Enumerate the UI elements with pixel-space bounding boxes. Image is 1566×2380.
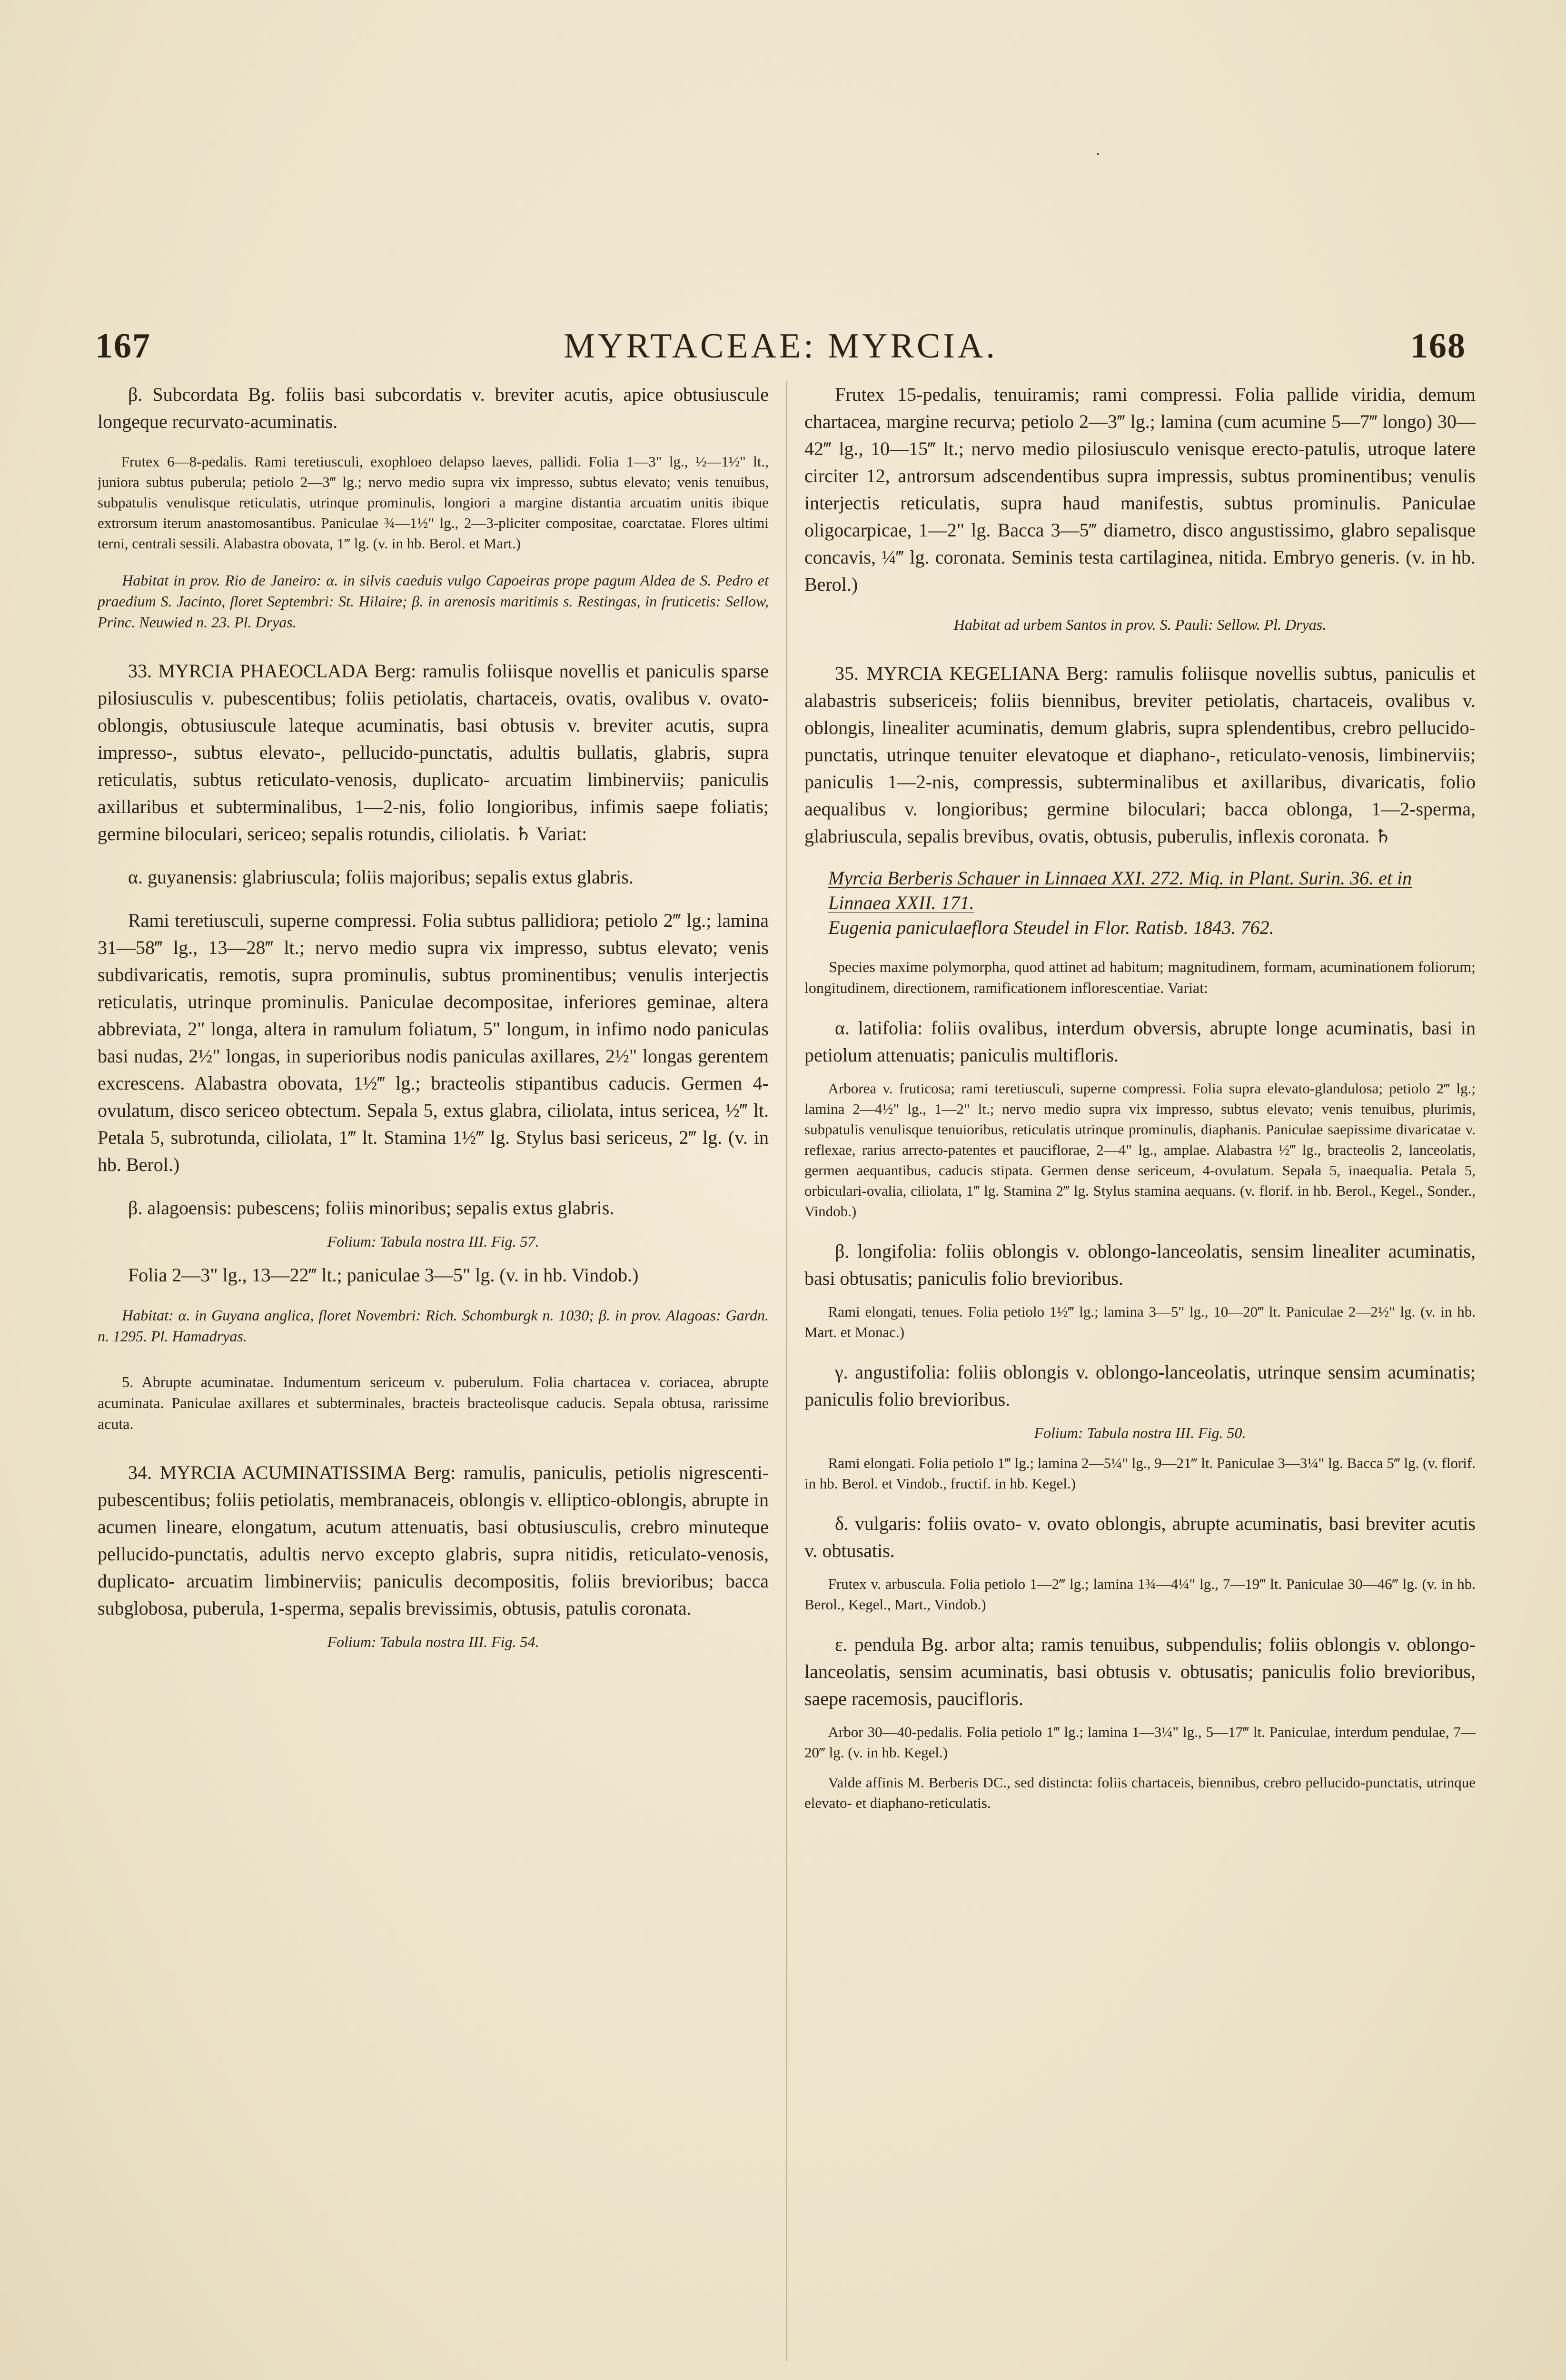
synonym-myrcia-berberis: Myrcia Berberis Schauer in Linnaea XXI. 272. Miq. in Plant. Surin. 36. et in Linnaea XXII. 171. [828,867,1412,913]
variety-delta-vulgaris: δ. vulgaris: foliis ovato- v. ovato oblongis, abrupte acuminatis, basi breviter acutis v. obtusatis. [804,1513,1476,1561]
variety-gamma-description: Rami elongati. Folia petiolo 1‴ lg.; lamina 2—5¼" lg., 9—21‴ lt. Paniculae 3—3¼" lg. Bacca 5‴ lg. (v. florif. in hb. Berol. et Vindob., fructif. in hb. Kegel.) [804,1455,1476,1492]
section-5-abrupte-acuminatae: 5. Abrupte acuminatae. Indumentum sericeum v. puberulum. Folia chartacea v. coriacea, abrupte acuminata. Paniculae axillares et subterminales, bracteis bracteolisque caducis. Sepala obtusa, rarissime acuta. [98,1373,769,1432]
page-number-right: 168 [1410,327,1466,366]
species-34-description: Frutex 15-pedalis, tenuiramis; rami compressi. Folia pallide viridia, demum chartacea, margine recurva; petiolo 2—3‴ lg.; lamina (cum acumine 5—7‴ longo) 30—42‴ lg., 10—15‴ lt.; nervo medio pilosiusculo venisque erecto-patulis, utroque latere circiter 12, antrorsum adscendentibus supra impressis, subtus prominentibus; venulis interjectis reticulatis, supra haud manifestis, subtus prominulis. Paniculae oligocarpicae, 1—2" lg. Bacca 3—5‴ diametro, disco angustissimo, glabro sepalisque concavis, ¼‴ lg. coronata. Seminis testa cartilaginea, nitida. Embryo generis. (v. in hb. Berol.) [804,384,1476,595]
variety-beta-alagoensis: β. alagoensis: pubescens; foliis minoribus; sepalis extus glabris. [128,1197,615,1219]
species-35-remark: Valde affinis M. Berberis DC., sed distincta: foliis chartaceis, biennibus, crebro pellucido-punctatis, utrinque elevato- et diaphano-reticulatis. [804,1774,1476,1811]
variety-gamma-angustifolia: γ. angustifolia: foliis oblongis v. oblongo-lanceolatis, utrinque sensim acuminatis; paniculis folio brevioribus. [804,1361,1476,1410]
habitat-34: Habitat ad urbem Santos in prov. S. Pauli: Sellow. Pl. Dryas. [953,616,1327,633]
figure-reference-54: Folium: Tabula nostra III. Fig. 54. [327,1633,539,1650]
habitat-33: Habitat: α. in Guyana anglica, floret Novembri: Rich. Schomburgk n. 1030; β. in prov. Alagoas: Gardn. n. 1295. Pl. Hamadryas. [98,1307,769,1345]
variety-alpha-latifolia-description: Arborea v. fruticosa; rami teretiusculi, superne compressi. Folia supra elevato-glandulosa; petiolo 2‴ lg.; lamina 2—4½" lg., 1—2" lt.; nervo medio supra vix impresso, subtus elevato; venis tenuibus, plurimis, subpatulis venulisque tenuioribus, reticulatis utrinque prominulis, diaphanis. Paniculae saepissime divaricatae v. reflexae, rarius arrecto-patentes et pauciflorae, 2—4" lg., amplae. Alabastra ½‴ lg., bracteolis 2, lanceolatis, germen aequantibus, caducis stipata. Germen dense sericeum, 4-ovulatum. Sepala 5, inaequalia. Petala 5, orbiculari-ovalia, ciliolata, 1‴ lg. Stamina 2‴ lg. Stylus stamina aequans. (v. florif. in hb. Berol., Kegel., Sonder., Vindob.) [804,1080,1476,1220]
running-head [95,326,1466,378]
species-34-diagnosis: 34. MYRCIA ACUMINATISSIMA Berg: ramulis, paniculis, petiolis nigrescenti-pubescentibus; foliis petiolatis, membranaceis, oblongis v. elliptico-oblongis, abrupte in acumen lineare, elongatum, acutum attenuatis, basi obtusiusculis, crebro minuteque pellucido-punctatis, adultis nervo excepto glabris, supra nitidis, reticulato-venosis, duplicato- arcuatim limbinerviis; paniculis decompositis, foliis brevioribus; bacca subglobosa, puberula, 1-sperma, sepalis brevissimis, obtusis, patulis coronata. [98,1462,769,1619]
variety-epsilon-description: Arbor 30—40-pedalis. Folia petiolo 1‴ lg.; lamina 1—3¼" lg., 5—17‴ lt. Paniculae, interdum pendulae, 7—20‴ lg. (v. in hb. Kegel.) [804,1724,1476,1761]
ink-speck: · [1095,143,1101,165]
variety-beta-longifolia-description: Rami elongati, tenues. Folia petiolo 1½‴ lg.; lamina 3—5" lg., 10—20‴ lt. Paniculae 2—2½" lg. (v. in hb. Mart. et Monac.) [804,1303,1476,1340]
right-column [804,381,1476,2380]
synonyms [804,866,1476,940]
variety-beta-description: Frutex 6—8-pedalis. Rami teretiusculi, exophloeo delapso laeves, pallidi. Folia 1—3" lg., ½—1½" lt., juniora subtus puberula; petiolo 2—3‴ lg.; nervo medio supra vix impresso, subtus elevato; venis tenuibus, subpatulis venulisque reticulatis, utrinque prominulis, longiori a margine distantia arcuatim unitis ibique extrorsum iterum anastomosantibus. Paniculae ¾—1½" lg., 2—3-pliciter compositae, coarctatae. Flores ultimi terni, centrali sessili. Alabastra obovata, 1‴ lg. (v. in hb. Berol. et Mart.) [98,453,769,552]
variety-beta-measurements: Folia 2—3" lg., 13—22‴ lt.; paniculae 3—5" lg. (v. in hb. Vindob.) [128,1264,639,1286]
variety-epsilon-pendula: ε. pendula Bg. arbor alta; ramis tenuibus, subpendulis; foliis oblongis v. oblongo-lanceolatis, sensim acuminatis, basi obtusis v. obtusatis; paniculis folio brevioribus, saepe racemosis, paucifloris. [804,1634,1476,1709]
running-title: MYRTACEAE: MYRCIA. [564,327,998,366]
left-column [98,381,769,2380]
variety-delta-description: Frutex v. arbuscula. Folia petiolo 1—2‴ lg.; lamina 1¾—4¼" lg., 7—19‴ lt. Paniculae 30—46‴ lg. (v. in hb. Berol., Kegel., Mart., Vindob.) [804,1576,1476,1613]
figure-reference-50: Folium: Tabula nostra III. Fig. 50. [1034,1424,1246,1441]
habitat-32: Habitat in prov. Rio de Janeiro: α. in silvis caeduis vulgo Capoeiras prope pagum Aldea de S. Pedro et praedium S. Jacinto, floret Septembri: St. Hilaire; β. in arenosis maritimis s. Restingas, in fruticetis: Sellow, Princ. Neuwied n. 23. Pl. Dryas. [98,572,769,631]
variety-alpha-description: Rami teretiusculi, superne compressi. Folia subtus pallidiora; petiolo 2‴ lg.; lamina 31—58‴ lg., 13—28‴ lt.; nervo medio supra vix impresso, subtus elevato; venis subdivaricatis, remotis, supra prominulis, subtus prominentibus; venulis interjectis reticulatis, utrinque prominulis. Paniculae decompositae, inferiores geminae, altera abbreviata, 2" longa, altera in ramulum foliatum, 5" longum, in infimo nodo paniculas basi nudas, 2½" longas, in superioribus nodis paniculas axillares, 2½" longas gerentem excrescens. Alabastra obovata, 1½‴ lg.; bracteolis stipantibus caducis. Germen 4-ovulatum, disco sericeo obtectum. Sepala 5, extus glabra, ciliolata, intus sericea, ½‴ lt. Petala 5, subrotunda, ciliolata, 1‴ lt. Stamina 1½‴ lg. Stylus basi sericeus, 2‴ lg. (v. in hb. Berol.) [98,910,769,1175]
species-33-diagnosis: 33. MYRCIA PHAEOCLADA Berg: ramulis foliisque novellis et paniculis sparse pilosiusculis v. pubescentibus; foliis petiolatis, chartaceis, ovatis, ovalibus v. ovato-oblongis, obtusiuscule lateque acuminatis, basi obtusis v. breviter acutis, supra impresso-, subtus elevato-, pellucido-punctatis, adultis bullatis, glabris, supra reticulatis, subtus reticulato-venosis, duplicato- arcuatim limbinerviis; paniculis axillaribus et subterminalibus, 1—2-nis, folio longioribus, infimis saepe foliatis; germine biloculari, sericeo; sepalis rotundis, ciliolatis. ♄ Variat: [98,660,769,844]
species-35-note: Species maxime polymorpha, quod attinet ad habitum; magnitudinem, formam, acuminationem foliorum; longitudinem, directionem, ramificationem inflorescentiae. Variat: [804,958,1476,996]
column-rule [786,381,787,2361]
variety-beta-longifolia: β. longifolia: foliis oblongis v. oblongo-lanceolatis, sensim linealiter acuminatis, basi obtusatis; paniculis folio brevioribus. [804,1240,1476,1289]
species-35-diagnosis: 35. MYRCIA KEGELIANA Berg: ramulis foliisque novellis subtus, paniculis et alabastris subsericeis; foliis biennibus, breviter petiolatis, chartaceis, ovalibus v. oblongis, linealiter acuminatis, demum glabris, supra splendentibus, crebro pellucido-punctatis, utrinque tenuiter elevatoque et diaphano-, reticulato-venosis, limbinerviis; paniculis 1—2-nis, compressis, subterminalibus et axillaribus, divaricatis, folio aequalibus v. longioribus; germine biloculari; bacca oblonga, 1—2-sperma, glabriuscula, sepalis brevibus, ovatis, obtusis, puberulis, inflexis coronata. ♄ [804,663,1476,847]
variety-alpha-latifolia: α. latifolia: foliis ovalibus, interdum obversis, abrupte longe acuminatis, basi in petiolum attenuatis; paniculis multifloris. [804,1017,1476,1066]
figure-reference-57: Folium: Tabula nostra III. Fig. 57. [327,1233,539,1250]
page-number-left: 167 [95,327,151,366]
variety-beta-diagnosis: β. Subcordata Bg. foliis basi subcordatis v. breviter acutis, apice obtusiuscule longeque recurvato-acuminatis. [98,384,769,432]
synonym-eugenia-paniculaeflora: Eugenia paniculaeflora Steudel in Flor. Ratisb. 1843. 762. [828,917,1274,938]
variety-alpha-guyanensis: α. guyanensis: glabriuscula; foliis majoribus; sepalis extus glabris. [128,866,634,888]
